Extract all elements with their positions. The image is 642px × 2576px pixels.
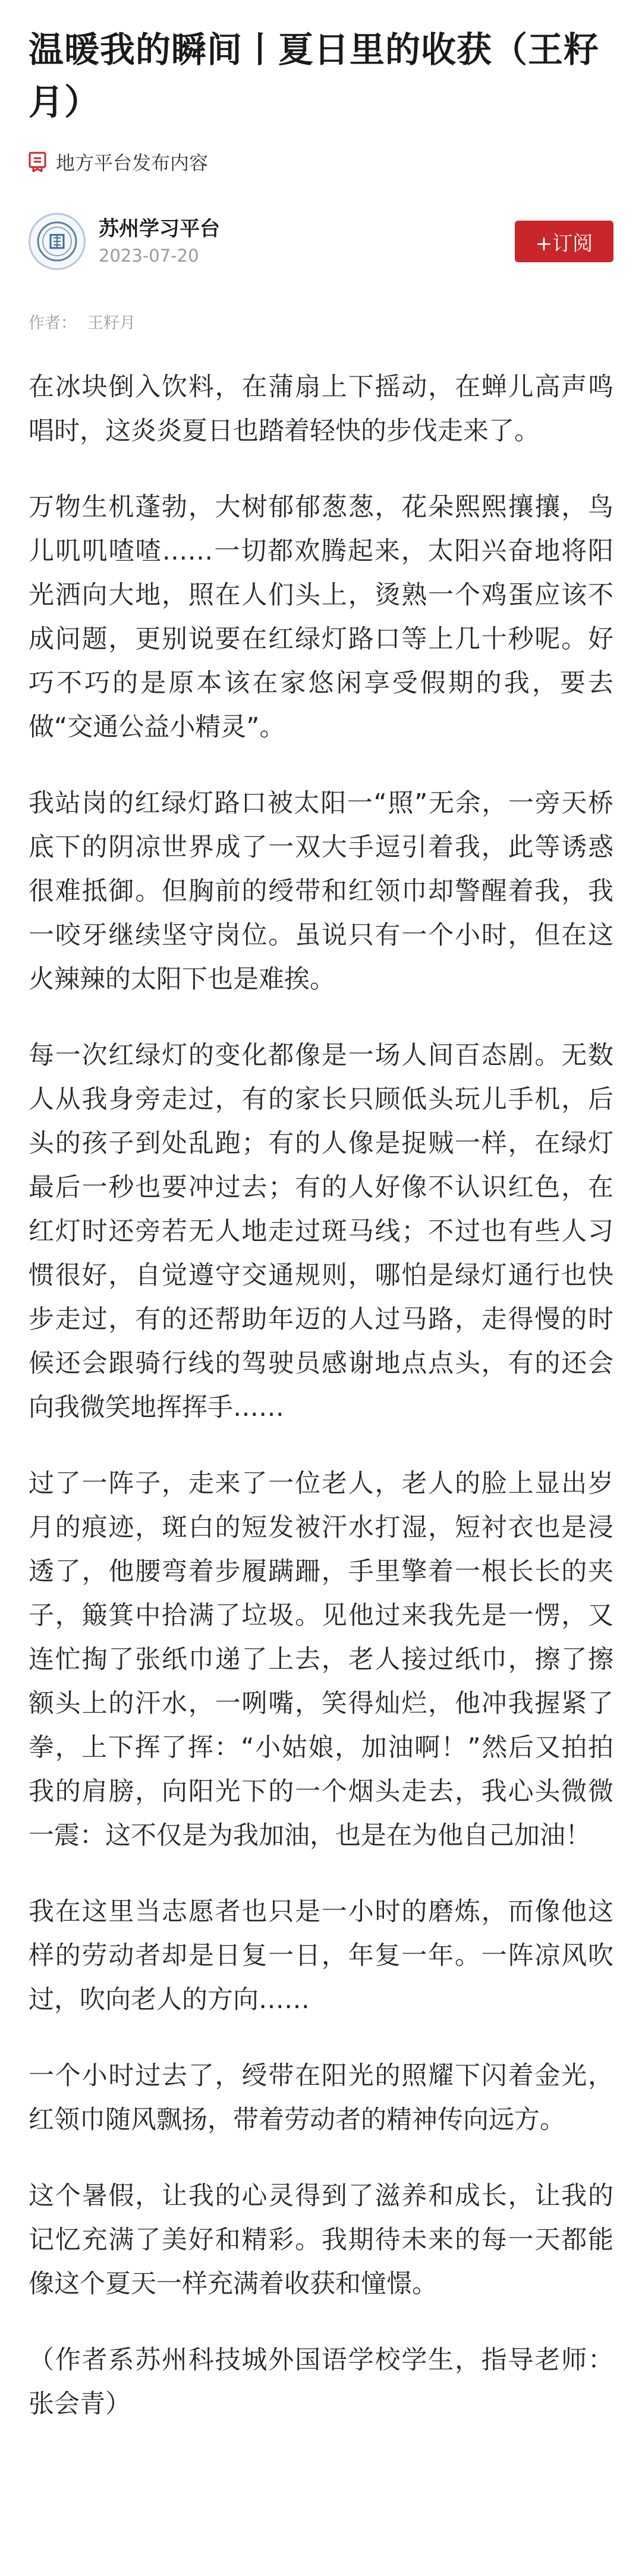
paragraph: 在冰块倒入饮料，在蒲扇上下摇动，在蝉儿高声鸣唱时，这炎炎夏日也踏着轻快的步伐走来了。 (29, 372, 613, 446)
author-line (29, 312, 613, 335)
source-label: 地方平台发布内容 (56, 152, 209, 174)
paragraph: 我在这里当志愿者也只是一小时的磨炼，而像他这样的劳动者却是日复一日，年复一年。一阵凉风吹过，吹向老人的方向…… (29, 1897, 613, 2015)
paragraph: 我站岗的红绿灯路口被太阳一“照”无余，一旁天桥底下的阴凉世界成了一双大手逗引着我，此等诱惑很难抵御。但胸前的绶带和红领巾却警醒着我，我一咬牙继续坚守岗位。虽说只有一个小时，但在这火辣辣的太阳下也是难挨。 (29, 788, 613, 994)
author-note: （作者系苏州科技城外国语学校学生，指导老师：张会青） (29, 2345, 613, 2419)
paragraph: 每一次红绿灯的变化都像是一场人间百态剧。无数人从我身旁走过，有的家长只顾低头玩儿手机，后头的孩子到处乱跑；有的人像是捉贼一样，在绿灯最后一秒也要冲过去；有的人好像不认识红色，在红灯时还旁若无人地走过斑马线；不过也有些人习惯很好，自觉遵守交通规则，哪怕是绿灯通行也快步走过，有的还帮助年迈的人过马路，走得慢的时候还会跟骑行线的驾驶员感谢地点点头，有的还会向我微笑地挥挥手…… (29, 1041, 613, 1422)
author-name: 王籽月 (87, 314, 136, 332)
publisher-name[interactable]: 苏州学习平台 (99, 217, 220, 241)
article-body (29, 365, 613, 2426)
news-badge-icon (29, 152, 46, 172)
avatar[interactable] (29, 213, 86, 270)
subscribe-button[interactable]: +订阅 (515, 221, 613, 262)
publisher-info (99, 215, 515, 268)
paragraph: 一个小时过去了，绶带在阳光的照耀下闪着金光，红领巾随风飘扬，带着劳动者的精神传向远方。 (29, 2061, 613, 2135)
source-row (29, 149, 613, 175)
paragraph: 万物生机蓬勃，大树郁郁葱葱，花朵熙熙攘攘，鸟儿叽叽喳喳……一切都欢腾起来，太阳兴奋地将阳光洒向大地，照在人们头上，烫熟一个鸡蛋应该不成问题，更别说要在红绿灯路口等上几十秒呢。好巧不巧的是原本该在家悠闲享受假期的我，要去做“交通公益小精灵”。 (29, 492, 613, 742)
publisher-row (29, 212, 613, 271)
paragraph: 这个暑假，让我的心灵得到了滋养和成长，让我的记忆充满了美好和精彩。我期待未来的每一天都能像这个夏天一样充满着收获和憧憬。 (29, 2181, 613, 2299)
author-prefix: 作者： (29, 314, 77, 332)
emblem-icon (36, 221, 78, 262)
paragraph: 过了一阵子，走来了一位老人，老人的脸上显出岁月的痕迹，斑白的短发被汗水打湿，短衬衣也是浸透了，他腰弯着步履蹒跚，手里擎着一根长长的夹子，簸箕中拾满了垃圾。见他过来我先是一愣，又连忙掏了张纸巾递了上去，老人接过纸巾，擦了擦额头上的汗水，一咧嘴，笑得灿烂，他冲我握紧了拳，上下挥了挥：“小姑娘，加油啊！”然后又拍拍我的肩膀，向阳光下的一个烟头走去，我心头微微一震：这不仅是为我加油，也是在为他自己加油！ (29, 1469, 613, 1851)
article-title: 温暖我的瞬间丨夏日里的收获（王籽月） (29, 29, 600, 122)
publish-date: 2023-07-20 (99, 246, 199, 266)
